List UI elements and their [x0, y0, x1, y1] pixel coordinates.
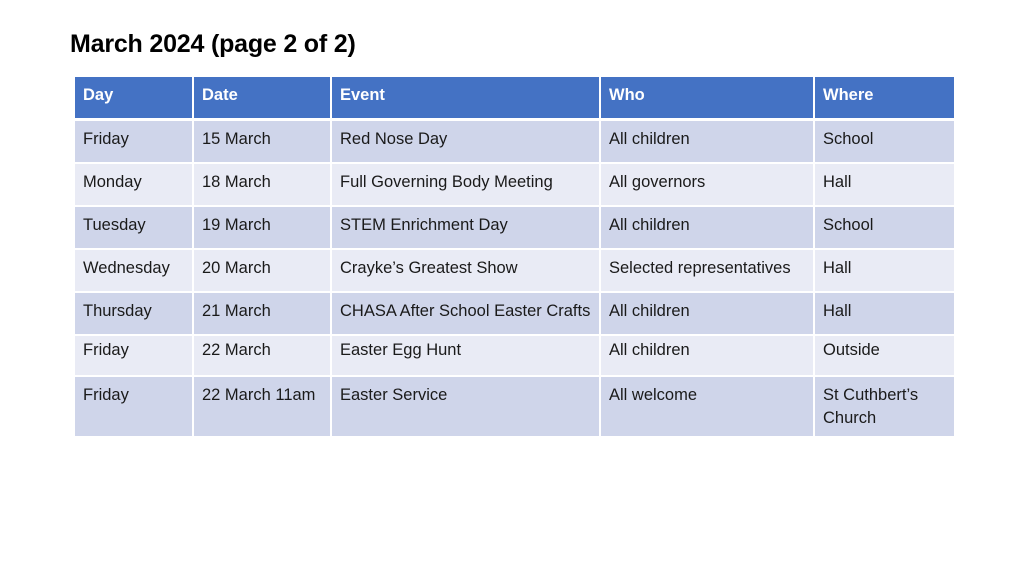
table-row	[75, 292, 954, 335]
where-cell: Hall	[814, 163, 954, 206]
where-cell: School	[814, 206, 954, 249]
date-cell: 22 March	[193, 335, 331, 376]
who-cell: All children	[600, 335, 814, 376]
where-cell: Hall	[814, 292, 954, 335]
event-cell: Easter Service	[331, 376, 600, 437]
day-cell: Monday	[75, 163, 193, 206]
table-row	[75, 376, 954, 437]
day-cell: Friday	[75, 120, 193, 164]
event-cell: Red Nose Day	[331, 120, 600, 164]
column-header-where: Where	[814, 77, 954, 120]
day-cell: Friday	[75, 335, 193, 376]
who-cell: All children	[600, 292, 814, 335]
date-cell: 22 March 11am	[193, 376, 331, 437]
events-table	[75, 77, 954, 438]
where-cell: Outside	[814, 335, 954, 376]
table-row	[75, 163, 954, 206]
date-cell: 20 March	[193, 249, 331, 292]
day-cell: Tuesday	[75, 206, 193, 249]
event-cell: Crayke’s Greatest Show	[331, 249, 600, 292]
who-cell: All welcome	[600, 376, 814, 437]
who-cell: All governors	[600, 163, 814, 206]
event-cell: Full Governing Body Meeting	[331, 163, 600, 206]
date-cell: 15 March	[193, 120, 331, 164]
day-cell: Wednesday	[75, 249, 193, 292]
date-cell: 18 March	[193, 163, 331, 206]
event-cell: STEM Enrichment Day	[331, 206, 600, 249]
table-row	[75, 120, 954, 164]
column-header-day: Day	[75, 77, 193, 120]
where-cell: St Cuthbert’s Church	[814, 376, 954, 437]
page-title: March 2024 (page 2 of 2)	[70, 30, 356, 58]
who-cell: All children	[600, 120, 814, 164]
day-cell: Friday	[75, 376, 193, 437]
column-header-who: Who	[600, 77, 814, 120]
table-row	[75, 249, 954, 292]
date-cell: 19 March	[193, 206, 331, 249]
event-cell: CHASA After School Easter Crafts	[331, 292, 600, 335]
table-header-row	[75, 77, 954, 120]
table-row	[75, 335, 954, 376]
where-cell: School	[814, 120, 954, 164]
who-cell: All children	[600, 206, 814, 249]
where-cell: Hall	[814, 249, 954, 292]
event-cell: Easter Egg Hunt	[331, 335, 600, 376]
column-header-event: Event	[331, 77, 600, 120]
table-row	[75, 206, 954, 249]
who-cell: Selected representatives	[600, 249, 814, 292]
column-header-date: Date	[193, 77, 331, 120]
day-cell: Thursday	[75, 292, 193, 335]
date-cell: 21 March	[193, 292, 331, 335]
